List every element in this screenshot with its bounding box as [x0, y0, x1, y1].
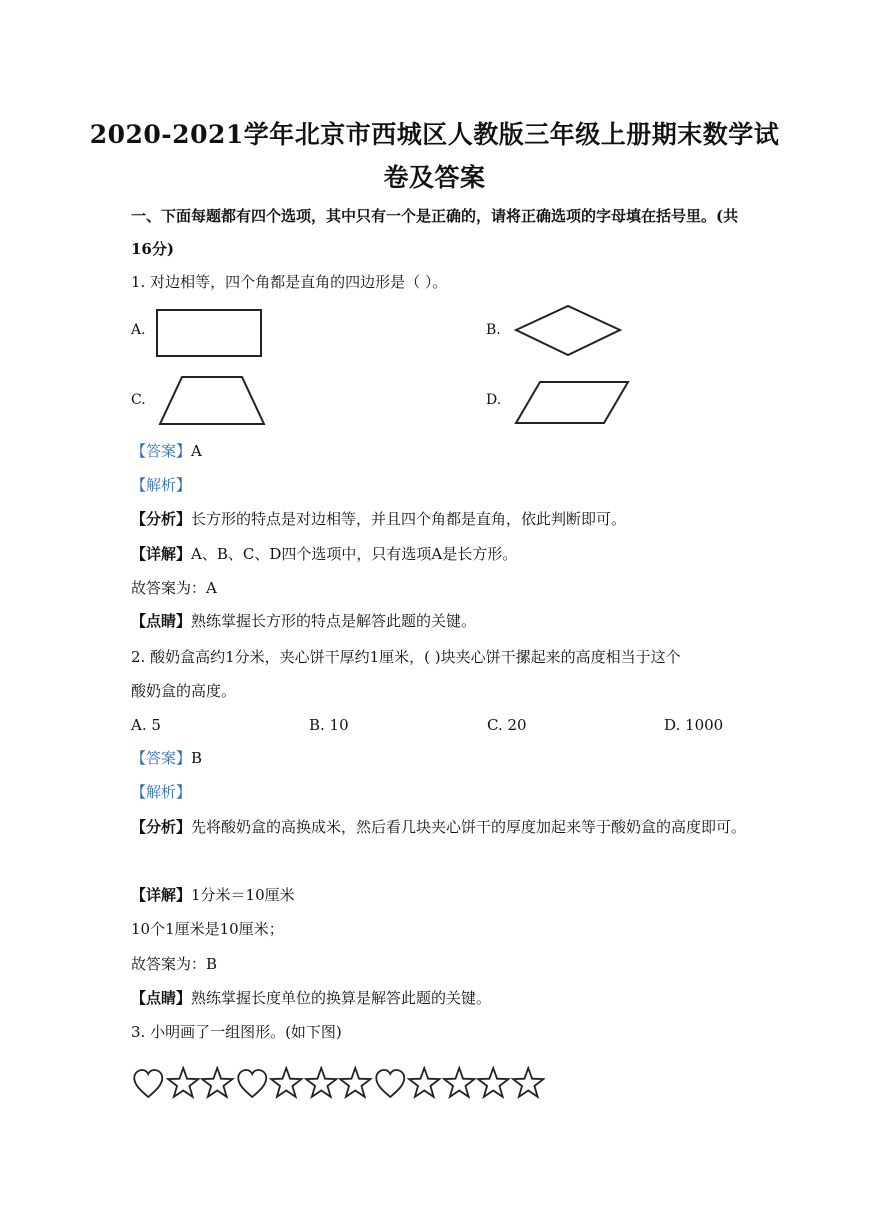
star-icon — [166, 1066, 201, 1100]
q3-stem: 3. 小明画了一组图形。(如下图) — [131, 1023, 342, 1041]
parallelogram-shape-icon — [510, 377, 634, 429]
q1-answer — [131, 440, 202, 462]
q1-conclusion: 故答案为：A — [131, 579, 217, 597]
dianjing-tag: 【点睛】 — [131, 612, 192, 630]
star-icon — [476, 1066, 511, 1100]
q2-analysis-tag: 【解析】 — [131, 783, 192, 801]
page-title-continued: 卷及答案 — [383, 163, 486, 192]
trapezoid-shape-icon — [152, 372, 272, 430]
fenxi-text: 长方形的特点是对边相等，并且四个角都是直角，依此判断即可。 — [191, 510, 627, 528]
rhombus-shape-icon — [510, 302, 628, 362]
xiangjie-tag: 【详解】 — [131, 886, 192, 904]
q2-option-d: D. 1000 — [664, 716, 724, 734]
q1-dianjing — [131, 610, 476, 632]
q1-option-a-label: A. — [131, 322, 146, 338]
heart-icon — [235, 1066, 270, 1100]
answer-value: A — [191, 442, 202, 460]
q2-fenxi — [131, 816, 746, 838]
q2-detail-line: 10个1厘米是10厘米； — [131, 920, 284, 938]
rectangle-shape-icon — [150, 305, 270, 363]
xiangjie-tag: 【详解】 — [131, 545, 192, 563]
q1-fenxi — [131, 508, 626, 530]
star-icon — [338, 1066, 373, 1100]
heart-icon — [131, 1066, 166, 1100]
q2-conclusion: 故答案为：B — [131, 955, 218, 973]
star-icon — [511, 1066, 546, 1100]
q2-stem-continued: 酸奶盒的高度。 — [131, 682, 237, 700]
dianjing-text: 熟练掌握长度单位的换算是解答此题的关键。 — [191, 989, 492, 1007]
q1-analysis-tag: 【解析】 — [131, 476, 192, 494]
q2-xiangjie — [131, 884, 295, 906]
q1-option-b-label: B. — [486, 322, 501, 338]
q1-stem: 1. 对边相等，四个角都是直角的四边形是（ ）。 — [131, 273, 448, 291]
q1-xiangjie — [131, 543, 517, 565]
answer-tag: 【答案】 — [131, 442, 192, 460]
star-icon — [304, 1066, 339, 1100]
heart-icon — [373, 1066, 408, 1100]
page-title: 2020-2021学年北京市西城区人教版三年级上册期末数学试 — [89, 120, 780, 149]
dianjing-tag: 【点睛】 — [131, 989, 192, 1007]
xiangjie-text: 1分米＝10厘米 — [191, 886, 295, 904]
dianjing-text: 熟练掌握长方形的特点是解答此题的关键。 — [191, 612, 477, 630]
q1-option-d-label: D. — [486, 392, 502, 408]
section-heading: 一、下面每题都有四个选项，其中只有一个是正确的，请将正确选项的字母填在括号里。(共 — [131, 207, 739, 225]
xiangjie-text: A、B、C、D四个选项中，只有选项A是长方形。 — [191, 545, 518, 563]
star-icon — [269, 1066, 304, 1100]
answer-tag: 【答案】 — [131, 749, 192, 767]
star-icon — [407, 1066, 442, 1100]
q2-option-a: A. 5 — [131, 716, 161, 734]
fenxi-tag: 【分析】 — [131, 818, 192, 836]
section-heading-continued: 16分) — [131, 240, 174, 258]
q2-dianjing — [131, 987, 491, 1009]
star-icon — [200, 1066, 235, 1100]
q2-option-b: B. 10 — [309, 716, 349, 734]
shape-pattern-row — [131, 1066, 545, 1100]
fenxi-text: 先将酸奶盒的高换成米，然后看几块夹心饼干的厚度加起来等于酸奶盒的高度即可。 — [191, 818, 747, 836]
answer-value: B — [191, 749, 203, 767]
q1-option-c-label: C. — [131, 392, 146, 408]
fenxi-tag: 【分析】 — [131, 510, 192, 528]
star-icon — [442, 1066, 477, 1100]
q2-option-c: C. 20 — [487, 716, 527, 734]
q2-stem: 2. 酸奶盒高约1分米，夹心饼干厚约1厘米，( )块夹心饼干摞起来的高度相当于这个 — [131, 648, 681, 666]
q2-answer — [131, 747, 202, 769]
